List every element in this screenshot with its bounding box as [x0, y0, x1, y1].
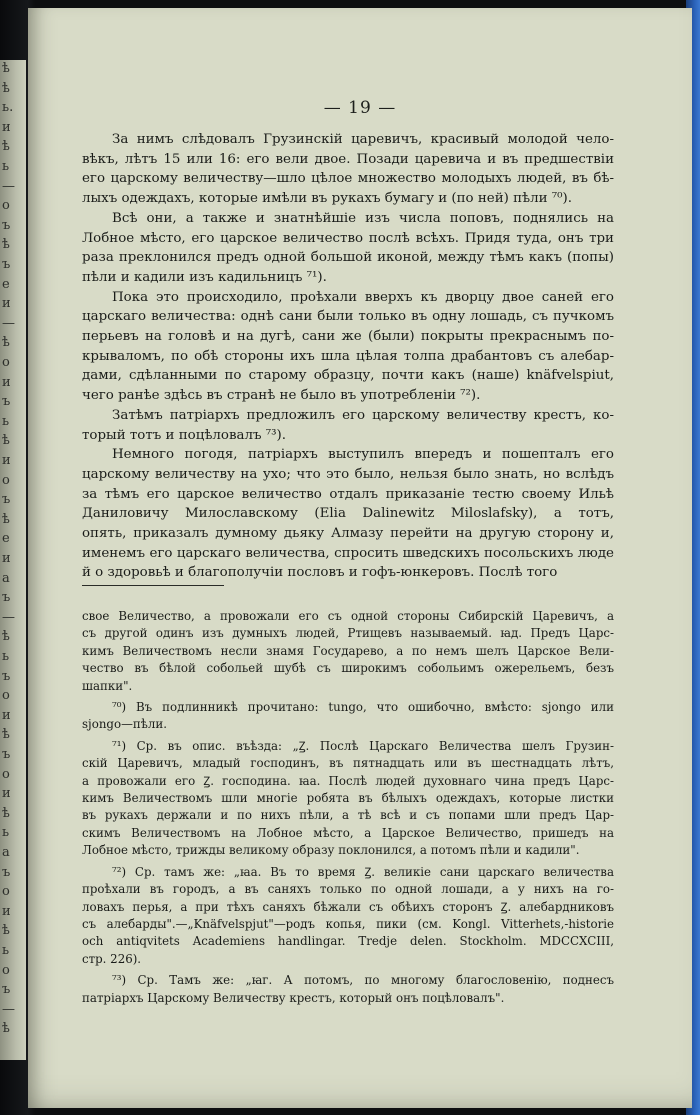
footnote-line: кимъ Величествомъ несли знамя Государево, а по немъ шелъ Царское Вели-	[82, 643, 614, 658]
facing-page-fragment: ѣ	[2, 433, 10, 449]
body-line: Всѣ они, а также и знатнѣйшіе изъ числа поповъ, поднялись на	[112, 210, 614, 226]
footnote-line: sjongo—пѣли.	[82, 717, 167, 732]
body-line: й о здоровьѣ и благополучіи пословъ и гофъ-юнкеровъ. Послѣ того	[82, 565, 558, 581]
facing-page-fragment: ѣ	[2, 335, 10, 351]
facing-page-fragment: ь.	[2, 100, 14, 116]
facing-page-fragment: ь	[2, 649, 10, 664]
facing-page-fragment: ѣ	[2, 511, 10, 527]
body-line: за тѣмъ его царское величество отдалъ приказаніе тестю своему Ильѣ	[82, 486, 614, 502]
body-line: Пока это происходило, проѣхали вверхъ къ дворцу двое саней его	[112, 289, 614, 305]
facing-page-fragment: ъ	[2, 668, 11, 684]
body-line: именемъ его царскаго величества, спросить шведскихъ посольскихъ люде	[82, 545, 614, 561]
facing-page-fragment: ъ	[2, 590, 11, 606]
facing-page-fragment: ѣ	[2, 139, 10, 155]
facing-page-fragment: и	[2, 903, 11, 919]
footnote-line: чество въ бѣлой собольей шубѣ съ широкимъ собольимъ ожерельемъ, безъ	[82, 661, 614, 676]
facing-page-fragment: и	[2, 786, 11, 802]
footnote-line: ⁷⁰) Въ подлинникѣ прочитано: tungo, что ошибочно, вмѣсто: sjongo или	[112, 700, 614, 715]
book-page	[28, 8, 692, 1108]
footnote-line: ловахъ перья, а при тѣхъ саняхъ бѣжали съ обѣихъ сторонъ Ꙁ. алебардниковъ	[82, 899, 614, 914]
footnote-line: скій Царевичъ, младый господинъ, въ пятнадцать или въ шестнадцать лѣтъ,	[82, 756, 614, 771]
facing-page-fragment: о	[2, 766, 10, 782]
footnote-line: ⁷²) Ср. тамъ же: „ꙗа. Въ то время Ꙁ. великіе сани царскаго величества	[112, 864, 614, 879]
body-line: Даниловичу Милославскому (Elia Dalinewitz Miloslafsky), а тотъ,	[82, 506, 614, 522]
body-line: торый тотъ и поцѣловалъ ⁷³).	[82, 427, 286, 443]
body-line: вѣкъ, лѣтъ 15 или 16: его вели двое. Позади царевича и въ предшествіи	[82, 151, 614, 167]
facing-page-fragment: е	[2, 531, 10, 547]
facing-page-fragment: ь	[2, 943, 10, 958]
body-line: чего ранѣе здѣсь въ странѣ не было въ употребленіи ⁷²).	[82, 388, 481, 404]
facing-page-fragment: ѣ	[2, 805, 10, 821]
facing-page-fragment: ь	[2, 825, 10, 841]
facing-page-fragment: и	[2, 707, 11, 723]
footnote-line: съ алебарды".—„Knäfvelspjut"—родъ копья, пики (см. Kongl. Vitterhets,-historie	[82, 916, 614, 931]
body-text	[82, 130, 614, 583]
facing-page-fragment: —	[2, 315, 15, 331]
facing-page-fragment: ъ	[2, 864, 11, 880]
facing-page-fragment: ѣ	[2, 923, 10, 939]
facing-page-fragment: и	[2, 453, 11, 468]
body-line: пѣли и кадили изъ кадильницъ ⁷¹).	[82, 269, 327, 285]
facing-page-fragment: ѣ	[2, 80, 10, 96]
facing-page-fragment: ь	[2, 413, 10, 429]
facing-page-fragment: —	[2, 1001, 15, 1017]
footnote-separator	[82, 585, 224, 586]
body-line: лыхъ одеждахъ, которые имѣли въ рукахъ бумагу и (по ней) пѣли ⁷⁰).	[82, 191, 573, 207]
footnote-line: Лобное мѣсто, трижды великому образу поклонился, а потомъ пѣли и кадили".	[82, 843, 580, 858]
facing-page-fragment: о	[2, 688, 10, 704]
footnote-line: а провожали его Ꙁ. господина. ꙗа. Послѣ людей духовнаго чина предъ Царс-	[82, 773, 614, 788]
facing-page-fragment: ѣ	[2, 1021, 10, 1037]
facing-page-fragment: ѣ	[2, 629, 10, 645]
facing-page-fragment: а	[2, 570, 10, 586]
facing-page-fragment: ъ	[2, 747, 11, 762]
footnote-line: проѣхали въ городъ, а въ саняхъ только по одной лошади, а у нихъ на го-	[82, 882, 614, 897]
facing-page-fragment: е	[2, 276, 10, 292]
page-number: — 19 —	[323, 98, 397, 118]
body-line: царскаго величества: однѣ сани были только въ одну лошадь, съ пучкомъ	[82, 309, 614, 325]
footnote-line: ⁷¹) Ср. въ опис. въѣзда: „Ꙁ. Послѣ Царскаго Величества шелъ Грузин-	[112, 738, 614, 753]
facing-page-fragment: о	[2, 198, 10, 214]
body-line: Лобное мѣсто, его царское величество послѣ всѣхъ. Придя туда, онъ три	[82, 230, 614, 246]
footnote-line: скимъ Величествомъ на Лобное мѣсто, а Царское Величество, пришедъ на	[82, 825, 614, 840]
facing-page-fragment: ѣ	[2, 727, 10, 743]
body-line: крываломъ, по обѣ стороны ихъ шла цѣлая толпа драбантовъ съ алебар-	[82, 348, 614, 364]
footnote-line: шапки".	[82, 678, 133, 693]
facing-page-fragment: и	[2, 374, 11, 390]
facing-page-fragment: а	[2, 845, 10, 860]
facing-page-fragment: ъ	[2, 257, 11, 272]
footnote-line: ⁷³) Ср. Тамъ же: „ꙗг. А потомъ, по многому благословенію, поднесъ	[112, 973, 614, 988]
footnote-line: въ рукахъ держали и по нихъ пѣли, а тѣ всѣ и съ попами шли предъ Цар-	[82, 808, 614, 823]
footnote-line: патріархъ Царскому Величеству крестъ, который онъ поцѣловалъ".	[82, 990, 505, 1005]
facing-page-fragment: о	[2, 355, 10, 370]
body-line: царскому величеству на ухо; что это было, нельзя было знать, но вслѣдъ	[82, 466, 614, 482]
facing-page-fragment: ь	[2, 159, 10, 174]
body-line: Затѣмъ патріархъ предложилъ его царскому величеству крестъ, ко-	[112, 407, 614, 423]
body-line: дами, сдѣланными по старому образцу, почти какъ (наше) knäfvelspiut,	[82, 368, 614, 384]
facing-page-fragment: ѣ	[2, 237, 10, 253]
footnote-line: свое Величество, а провожали его съ одной стороны Сибирскій Царевичъ, а	[82, 609, 614, 623]
facing-page-sliver	[0, 60, 26, 1060]
facing-page-fragment: о	[2, 962, 10, 978]
facing-page-fragment: и	[2, 119, 11, 135]
footnote-line: стр. 226).	[82, 951, 142, 966]
body-line: раза преклонился предъ одной большой иконой, между тѣмъ какъ (попы)	[82, 250, 614, 266]
facing-page-fragment: и	[2, 296, 11, 312]
footnote-line: och antiqvitets Academiens handlingar. Tredje delen. Stockholm. MDCCXCIII,	[82, 934, 614, 949]
body-line: его царскому величеству—шло цѣлое множество молодыхъ людей, въ бѣ-	[82, 171, 614, 187]
body-line: перьевъ на головѣ и на дугѣ, сани же (были) покрыты прекраснымъ по-	[82, 329, 614, 345]
footnote-line: кимъ Величествомъ шли многіе робята въ бѣлыхъ одеждахъ, которые листки	[82, 791, 614, 806]
body-line: Немного погодя, патріархъ выступилъ впередъ и пошепталъ его	[112, 447, 614, 463]
facing-page-fragment: ъ	[2, 217, 11, 233]
facing-page-fragment: ъ	[2, 492, 11, 508]
footnote-line: съ другой одинъ изъ думныхъ людей, Ртищевъ называемый. ꙗд. Предъ Царс-	[82, 626, 614, 641]
facing-page-fragment: о	[2, 884, 10, 900]
facing-page-fragment: ъ	[2, 982, 11, 998]
body-line: За нимъ слѣдовалъ Грузинскій царевичъ, красивый молодой чело-	[112, 132, 614, 147]
footnotes	[82, 608, 614, 1007]
facing-page-fragment: ѣ	[2, 61, 10, 76]
facing-page-fragment: —	[2, 178, 15, 194]
body-line: опять, приказалъ думному дьяку Алмазу перейти на другую сторону и,	[82, 526, 614, 542]
facing-page-fragment: ъ	[2, 394, 11, 410]
facing-page-fragment: —	[2, 609, 15, 625]
facing-page-fragment: и	[2, 551, 11, 566]
facing-page-fragment: о	[2, 472, 10, 488]
